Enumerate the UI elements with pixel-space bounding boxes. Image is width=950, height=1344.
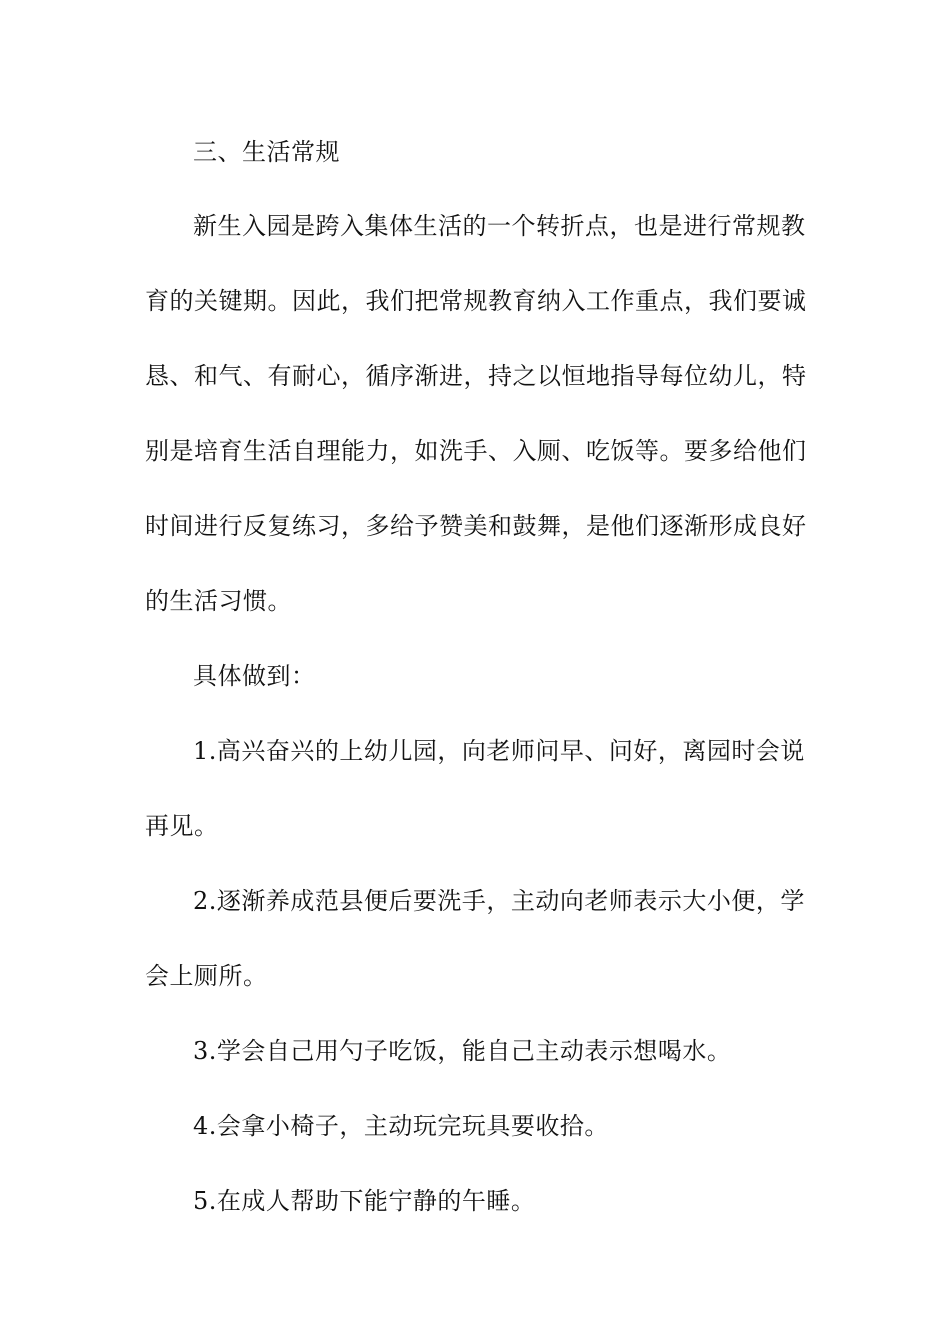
list-item-line: 5.在成人帮助下能宁静的午睡。 — [193, 1187, 536, 1215]
paragraph-line: 新生入园是跨入集体生活的一个转折点，也是进行常规教 — [193, 212, 806, 240]
paragraph-line: 的生活习惯。 — [145, 587, 292, 615]
list-intro: 具体做到： — [193, 662, 316, 690]
paragraph-line: 恳、和气、有耐心，循序渐进，持之以恒地指导每位幼儿，特 — [145, 362, 807, 390]
list-item-line: 会上厕所。 — [145, 962, 268, 990]
section-heading: 三、生活常规 — [193, 138, 340, 166]
list-item-line: 4.会拿小椅子，主动玩完玩具要收拾。 — [193, 1112, 609, 1140]
list-item-line: 再见。 — [145, 812, 219, 840]
paragraph-line: 别是培育生活自理能力，如洗手、入厕、吃饭等。要多给他们 — [145, 437, 807, 465]
list-item-line: 2.逐渐养成范县便后要洗手，主动向老师表示大小便，学 — [193, 887, 805, 915]
list-item-line: 3.学会自己用勺子吃饭，能自己主动表示想喝水。 — [193, 1037, 732, 1065]
paragraph-line: 育的关键期。因此，我们把常规教育纳入工作重点，我们要诚 — [145, 287, 807, 315]
paragraph-line: 时间进行反复练习，多给予赞美和鼓舞，是他们逐渐形成良好 — [145, 512, 807, 540]
list-item-line: 1.高兴奋兴的上幼儿园，向老师问早、问好，离园时会说 — [193, 737, 805, 765]
